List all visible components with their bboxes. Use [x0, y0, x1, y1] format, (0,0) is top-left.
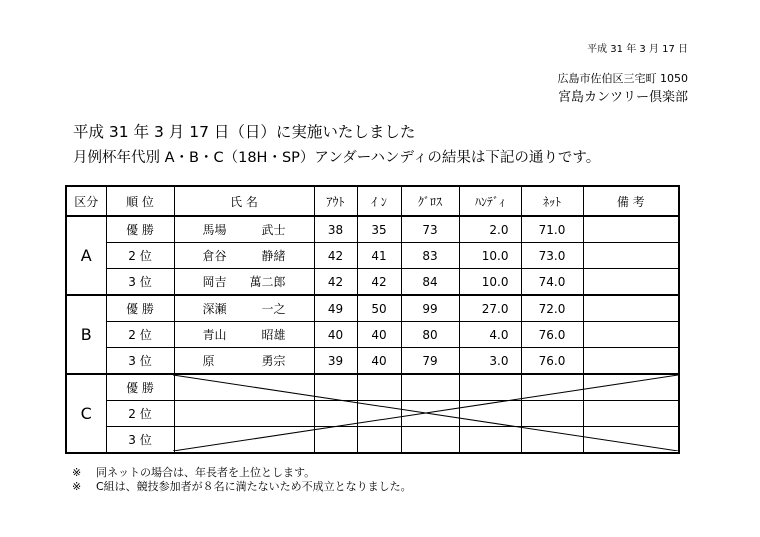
results-table: [65, 185, 680, 454]
table-row: [66, 348, 679, 375]
name-cell: [174, 216, 314, 243]
table-row: [66, 427, 679, 454]
family-name: 深瀬: [202, 302, 227, 316]
in-cell: 35: [357, 216, 401, 243]
group-c: [66, 374, 679, 453]
family-name: 倉谷: [202, 249, 227, 263]
gross-cell: 83: [401, 243, 459, 269]
handicap-cell: 3.0: [459, 348, 521, 375]
handicap-cell: 10.0: [459, 243, 521, 269]
col-remarks: 備 考: [583, 186, 679, 216]
gross-cell: 80: [401, 322, 459, 348]
rank-cell: 優 勝: [106, 295, 174, 322]
in-cell: 41: [357, 243, 401, 269]
club-address: 広島市佐伯区三宅町 1050: [557, 72, 688, 85]
handicap-cell: 27.0: [459, 295, 521, 322]
col-rank: 順 位: [106, 186, 174, 216]
handicap-cell: 4.0: [459, 322, 521, 348]
remarks-cell: [583, 216, 679, 243]
col-gross: ｸﾞﾛｽ: [401, 186, 459, 216]
out-cell: 39: [314, 348, 357, 375]
in-cell: 42: [357, 269, 401, 296]
given-name: 昭雄: [261, 328, 286, 342]
gross-cell: 99: [401, 295, 459, 322]
col-division: 区分: [66, 186, 106, 216]
gross-cell: 84: [401, 269, 459, 296]
rank-cell: 3 位: [106, 427, 174, 454]
col-name: 氏 名: [174, 186, 314, 216]
rank-cell: 2 位: [106, 322, 174, 348]
name-cell: [174, 243, 314, 269]
net-cell: 71.0: [521, 216, 583, 243]
group-b: [66, 295, 679, 374]
division-label: C: [66, 374, 106, 453]
net-cell: 76.0: [521, 322, 583, 348]
remarks-cell: [583, 348, 679, 375]
gross-cell: 79: [401, 348, 459, 375]
note-2: [72, 478, 412, 494]
net-cell: 76.0: [521, 348, 583, 375]
remarks-cell: [583, 269, 679, 296]
family-name: 馬場: [202, 223, 227, 237]
club-name: 宮島カンツリー倶楽部: [557, 90, 688, 105]
rank-cell: 2 位: [106, 401, 174, 427]
net-cell: 73.0: [521, 243, 583, 269]
heading-line-1: 平成 31 年 3 月 17 日（日）に実施いたしました: [73, 123, 416, 141]
net-cell: 74.0: [521, 269, 583, 296]
table-row: [66, 322, 679, 348]
handicap-cell: 2.0: [459, 216, 521, 243]
group-a: [66, 216, 679, 295]
rank-cell: 3 位: [106, 269, 174, 296]
table-row: [66, 401, 679, 427]
in-cell: 50: [357, 295, 401, 322]
rank-cell: 優 勝: [106, 374, 174, 401]
given-name: 勇宗: [261, 354, 286, 368]
table-row: [66, 243, 679, 269]
family-name: 原: [202, 354, 215, 368]
name-cell: [174, 269, 314, 296]
given-name: 静緒: [261, 249, 286, 263]
rank-cell: 3 位: [106, 348, 174, 375]
remarks-cell: [583, 295, 679, 322]
col-handicap: ﾊﾝﾃﾞｨ: [459, 186, 521, 216]
name-cell: [174, 348, 314, 375]
in-cell: 40: [357, 348, 401, 375]
rank-cell: 2 位: [106, 243, 174, 269]
out-cell: 49: [314, 295, 357, 322]
table-row: [66, 269, 679, 296]
rank-cell: 優 勝: [106, 216, 174, 243]
given-name: 萬二郎: [249, 275, 286, 289]
remarks-cell: [583, 322, 679, 348]
col-net: ﾈｯﾄ: [521, 186, 583, 216]
out-cell: 42: [314, 269, 357, 296]
given-name: 武士: [261, 223, 286, 237]
name-cell: [174, 322, 314, 348]
out-cell: 42: [314, 243, 357, 269]
division-label: B: [66, 295, 106, 374]
family-name: 岡吉: [202, 275, 227, 289]
col-in: ｲ ﾝ: [357, 186, 401, 216]
given-name: 一之: [261, 302, 286, 316]
note-mark: ※: [72, 480, 82, 493]
note-text: 同ネットの場合は、年長者を上位とします。: [96, 466, 316, 479]
remarks-cell: [583, 243, 679, 269]
out-cell: 38: [314, 216, 357, 243]
gross-cell: 73: [401, 216, 459, 243]
division-label: A: [66, 216, 106, 295]
note-text: C組は、競技参加者が８名に満たないため不成立となりました。: [96, 480, 412, 493]
document-date: 平成 31 年 3 月 17 日: [587, 44, 688, 55]
out-cell: 40: [314, 322, 357, 348]
col-out: ｱｳﾄ: [314, 186, 357, 216]
table-row: [66, 374, 679, 401]
table-row: [66, 295, 679, 322]
family-name: 青山: [202, 328, 227, 342]
table-row: [66, 216, 679, 243]
note-mark: ※: [72, 466, 82, 479]
net-cell: 72.0: [521, 295, 583, 322]
name-cell: [174, 295, 314, 322]
heading-line-2: 月例杯年代別 A・B・C（18H・SP）アンダーハンディの結果は下記の通りです。: [73, 150, 601, 166]
in-cell: 40: [357, 322, 401, 348]
table-header-row: [66, 186, 679, 216]
handicap-cell: 10.0: [459, 269, 521, 296]
